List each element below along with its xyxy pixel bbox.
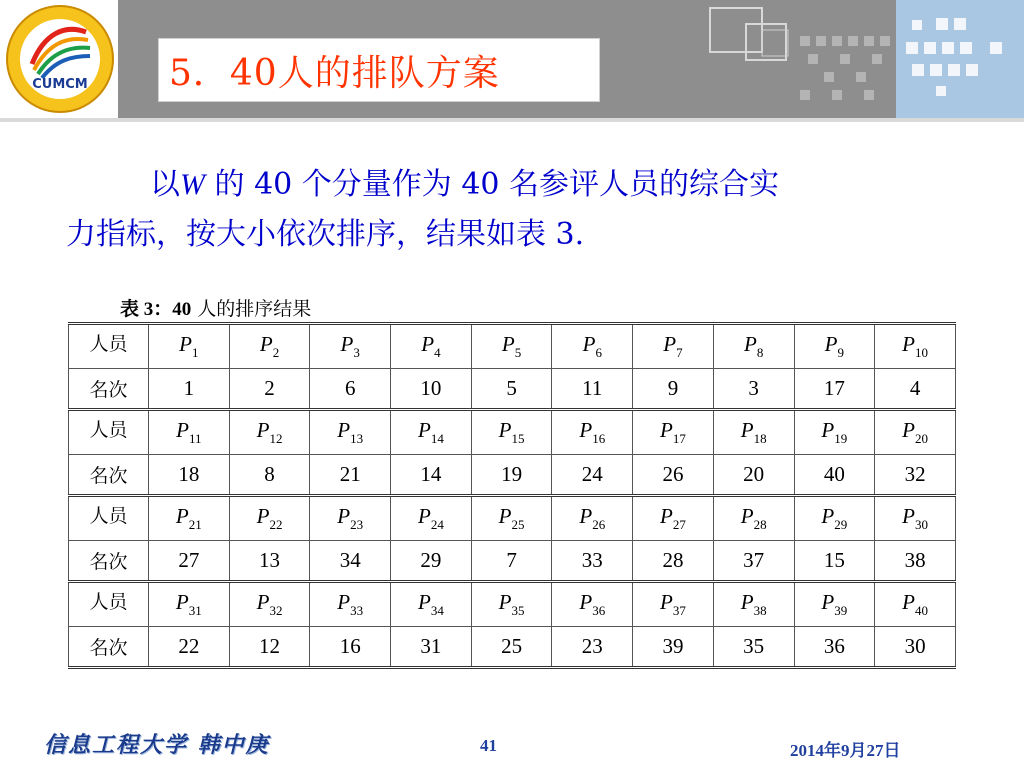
rank-cell: 5: [471, 369, 552, 410]
rank-cell: 10: [391, 369, 472, 410]
person-row: [69, 410, 956, 455]
person-symbol: P: [663, 332, 677, 356]
person-index: 23: [350, 517, 364, 532]
rank-cell: 1: [149, 369, 230, 410]
rank-cell: 25: [471, 627, 552, 668]
footer-date: 2014年9月27日: [790, 741, 901, 760]
rank-row-label: 名次: [69, 455, 149, 496]
person-index: 13: [350, 431, 364, 446]
person-symbol: P: [902, 504, 915, 528]
ranking-table: [68, 322, 956, 669]
person-index: 33: [350, 603, 364, 618]
person-index: 22: [269, 517, 283, 532]
rank-cell: 8: [229, 455, 310, 496]
person-cell: [310, 410, 391, 455]
person-cell: [794, 582, 875, 627]
rank-cell: 12: [229, 627, 310, 668]
paragraph-line-1-rest: 的 40 个分量作为 40 名参评人员的综合实: [205, 167, 780, 202]
ranking-table-grid: [68, 322, 956, 669]
person-symbol: P: [902, 418, 915, 442]
person-symbol: P: [501, 332, 515, 356]
person-index: 16: [592, 431, 606, 446]
person-cell: [875, 582, 956, 627]
person-cell: [471, 582, 552, 627]
rank-cell: 30: [875, 627, 956, 668]
rank-cell: 9: [633, 369, 714, 410]
footer-author: 信息工程大学 韩中庚: [44, 732, 270, 758]
rank-cell: 14: [391, 455, 472, 496]
person-cell: [391, 496, 472, 541]
person-symbol: P: [421, 332, 435, 356]
person-symbol: P: [417, 504, 431, 528]
person-cell: [310, 582, 391, 627]
person-symbol: P: [256, 504, 270, 528]
person-index: 38: [753, 603, 767, 618]
person-index: 20: [915, 431, 928, 446]
person-symbol: P: [175, 504, 189, 528]
person-cell: [713, 496, 794, 541]
rank-cell: 15: [794, 541, 875, 582]
rank-cell: 18: [149, 455, 230, 496]
rank-cell: 13: [229, 541, 310, 582]
person-symbol: P: [340, 332, 354, 356]
rank-cell: 4: [875, 369, 956, 410]
rank-row: [69, 455, 956, 496]
paragraph-line-1-start: 以: [150, 167, 180, 202]
rank-cell: 38: [875, 541, 956, 582]
person-index: 7: [676, 345, 683, 360]
person-cell: [633, 496, 714, 541]
slide-title: 5．40人的排队方案: [169, 53, 500, 94]
rank-row: [69, 541, 956, 582]
person-row-label: 人员: [69, 496, 149, 541]
rank-cell: 6: [310, 369, 391, 410]
person-symbol: P: [337, 504, 351, 528]
person-index: 37: [672, 603, 686, 618]
person-cell: [794, 496, 875, 541]
person-row-label: 人员: [69, 410, 149, 455]
person-row: [69, 496, 956, 541]
person-symbol: P: [176, 418, 189, 442]
person-symbol: P: [821, 504, 835, 528]
rank-cell: 32: [875, 455, 956, 496]
person-cell: [794, 410, 875, 455]
person-index: 26: [592, 517, 606, 532]
rank-row: [69, 369, 956, 410]
person-symbol: P: [824, 332, 838, 356]
rank-cell: 37: [713, 541, 794, 582]
person-index: 40: [915, 603, 928, 618]
rank-cell: 27: [149, 541, 230, 582]
person-index: 10: [915, 345, 928, 360]
person-index: 31: [188, 603, 202, 618]
person-symbol: P: [498, 590, 512, 614]
person-cell: [310, 496, 391, 541]
person-index: 24: [430, 517, 444, 532]
person-symbol: P: [902, 332, 915, 356]
person-index: 36: [592, 603, 606, 618]
person-cell: [391, 582, 472, 627]
rank-cell: 11: [552, 369, 633, 410]
decorative-squares: [700, 0, 1020, 118]
person-symbol: P: [660, 504, 673, 528]
person-cell: [713, 324, 794, 369]
person-index: 12: [269, 431, 283, 446]
person-symbol: P: [740, 504, 754, 528]
person-index: 19: [834, 431, 848, 446]
person-cell: [552, 410, 633, 455]
person-symbol: P: [579, 418, 593, 442]
person-cell: [471, 324, 552, 369]
person-cell: [713, 410, 794, 455]
person-index: 39: [834, 603, 848, 618]
person-symbol: P: [259, 332, 273, 356]
person-index: 9: [837, 345, 844, 360]
person-symbol: P: [660, 590, 673, 614]
person-index: 17: [672, 431, 686, 446]
rank-cell: 17: [794, 369, 875, 410]
person-symbol: P: [175, 590, 189, 614]
person-index: 30: [915, 517, 928, 532]
person-index: 4: [434, 345, 441, 360]
body-paragraph: [66, 160, 966, 260]
rank-cell: 31: [391, 627, 472, 668]
person-cell: [633, 582, 714, 627]
person-cell: [713, 582, 794, 627]
rank-cell: 20: [713, 455, 794, 496]
person-symbol: P: [179, 332, 192, 356]
person-symbol: P: [579, 590, 593, 614]
person-index: 2: [272, 345, 280, 360]
person-index: 28: [753, 517, 767, 532]
person-cell: [552, 582, 633, 627]
person-index: 25: [511, 517, 525, 532]
person-row-label: 人员: [69, 324, 149, 369]
person-index: 29: [834, 517, 848, 532]
person-symbol: P: [579, 504, 593, 528]
person-cell: [391, 324, 472, 369]
person-index: 32: [269, 603, 283, 618]
person-symbol: P: [417, 418, 431, 442]
rank-row-label: 名次: [69, 541, 149, 582]
person-row: [69, 582, 956, 627]
person-cell: [391, 410, 472, 455]
person-cell: [149, 324, 230, 369]
person-symbol: P: [498, 418, 512, 442]
person-cell: [552, 496, 633, 541]
person-index: 15: [511, 431, 525, 446]
person-index: 14: [430, 431, 444, 446]
person-symbol: P: [821, 418, 835, 442]
person-index: 11: [188, 431, 202, 446]
person-cell: [633, 324, 714, 369]
rank-cell: 35: [713, 627, 794, 668]
rank-row: [69, 627, 956, 668]
person-cell: [875, 496, 956, 541]
rank-cell: 39: [633, 627, 714, 668]
rank-row-label: 名次: [69, 627, 149, 668]
person-cell: [794, 324, 875, 369]
person-index: 1: [192, 345, 199, 360]
person-index: 21: [188, 517, 202, 532]
person-cell: [471, 496, 552, 541]
person-symbol: P: [417, 590, 431, 614]
rank-cell: 7: [471, 541, 552, 582]
person-index: 6: [595, 345, 602, 360]
cumcm-logo: [4, 4, 116, 114]
table-caption-text: 人的排序结果: [191, 298, 312, 320]
rank-cell: 28: [633, 541, 714, 582]
rank-cell: 40: [794, 455, 875, 496]
person-symbol: P: [256, 418, 270, 442]
person-row-label: 人员: [69, 582, 149, 627]
table-caption-number: 表 3：40: [120, 299, 192, 320]
rank-cell: 26: [633, 455, 714, 496]
person-cell: [229, 410, 310, 455]
person-symbol: P: [740, 418, 754, 442]
rank-cell: 33: [552, 541, 633, 582]
slide-header: [0, 0, 1024, 118]
person-index: 8: [756, 345, 764, 360]
rank-cell: 19: [471, 455, 552, 496]
person-index: 27: [672, 517, 686, 532]
person-symbol: P: [902, 590, 915, 614]
person-cell: [229, 324, 310, 369]
person-row: [69, 324, 956, 369]
person-cell: [471, 410, 552, 455]
person-cell: [229, 496, 310, 541]
rank-cell: 16: [310, 627, 391, 668]
vector-w: W: [180, 168, 205, 201]
person-symbol: P: [743, 332, 757, 356]
rank-cell: 2: [229, 369, 310, 410]
rank-cell: 21: [310, 455, 391, 496]
person-cell: [149, 410, 230, 455]
person-index: 3: [353, 345, 360, 360]
person-cell: [149, 582, 230, 627]
person-cell: [875, 410, 956, 455]
rank-cell: 24: [552, 455, 633, 496]
svg-text:CUMCM: CUMCM: [32, 77, 88, 92]
person-symbol: P: [821, 590, 835, 614]
paragraph-line-1: [66, 160, 966, 210]
rank-cell: 22: [149, 627, 230, 668]
person-cell: [310, 324, 391, 369]
title-box: [158, 38, 600, 102]
person-cell: [875, 324, 956, 369]
rank-row-label: 名次: [69, 369, 149, 410]
rank-cell: 36: [794, 627, 875, 668]
rank-cell: 29: [391, 541, 472, 582]
person-cell: [633, 410, 714, 455]
rank-cell: 3: [713, 369, 794, 410]
person-cell: [229, 582, 310, 627]
person-index: 18: [753, 431, 767, 446]
person-symbol: P: [337, 418, 351, 442]
page-number: 41: [480, 736, 497, 755]
paragraph-line-2: 力指标，按大小依次排序，结果如表 3.: [66, 217, 585, 252]
person-symbol: P: [256, 590, 270, 614]
person-symbol: P: [660, 418, 673, 442]
person-cell: [552, 324, 633, 369]
person-index: 34: [430, 603, 444, 618]
person-index: 5: [514, 345, 522, 360]
person-symbol: P: [740, 590, 754, 614]
person-symbol: P: [337, 590, 351, 614]
table-caption: [120, 294, 311, 321]
rank-cell: 23: [552, 627, 633, 668]
person-cell: [149, 496, 230, 541]
person-symbol: P: [582, 332, 596, 356]
person-index: 35: [511, 603, 525, 618]
person-symbol: P: [498, 504, 512, 528]
header-divider: [0, 118, 1024, 122]
rank-cell: 34: [310, 541, 391, 582]
